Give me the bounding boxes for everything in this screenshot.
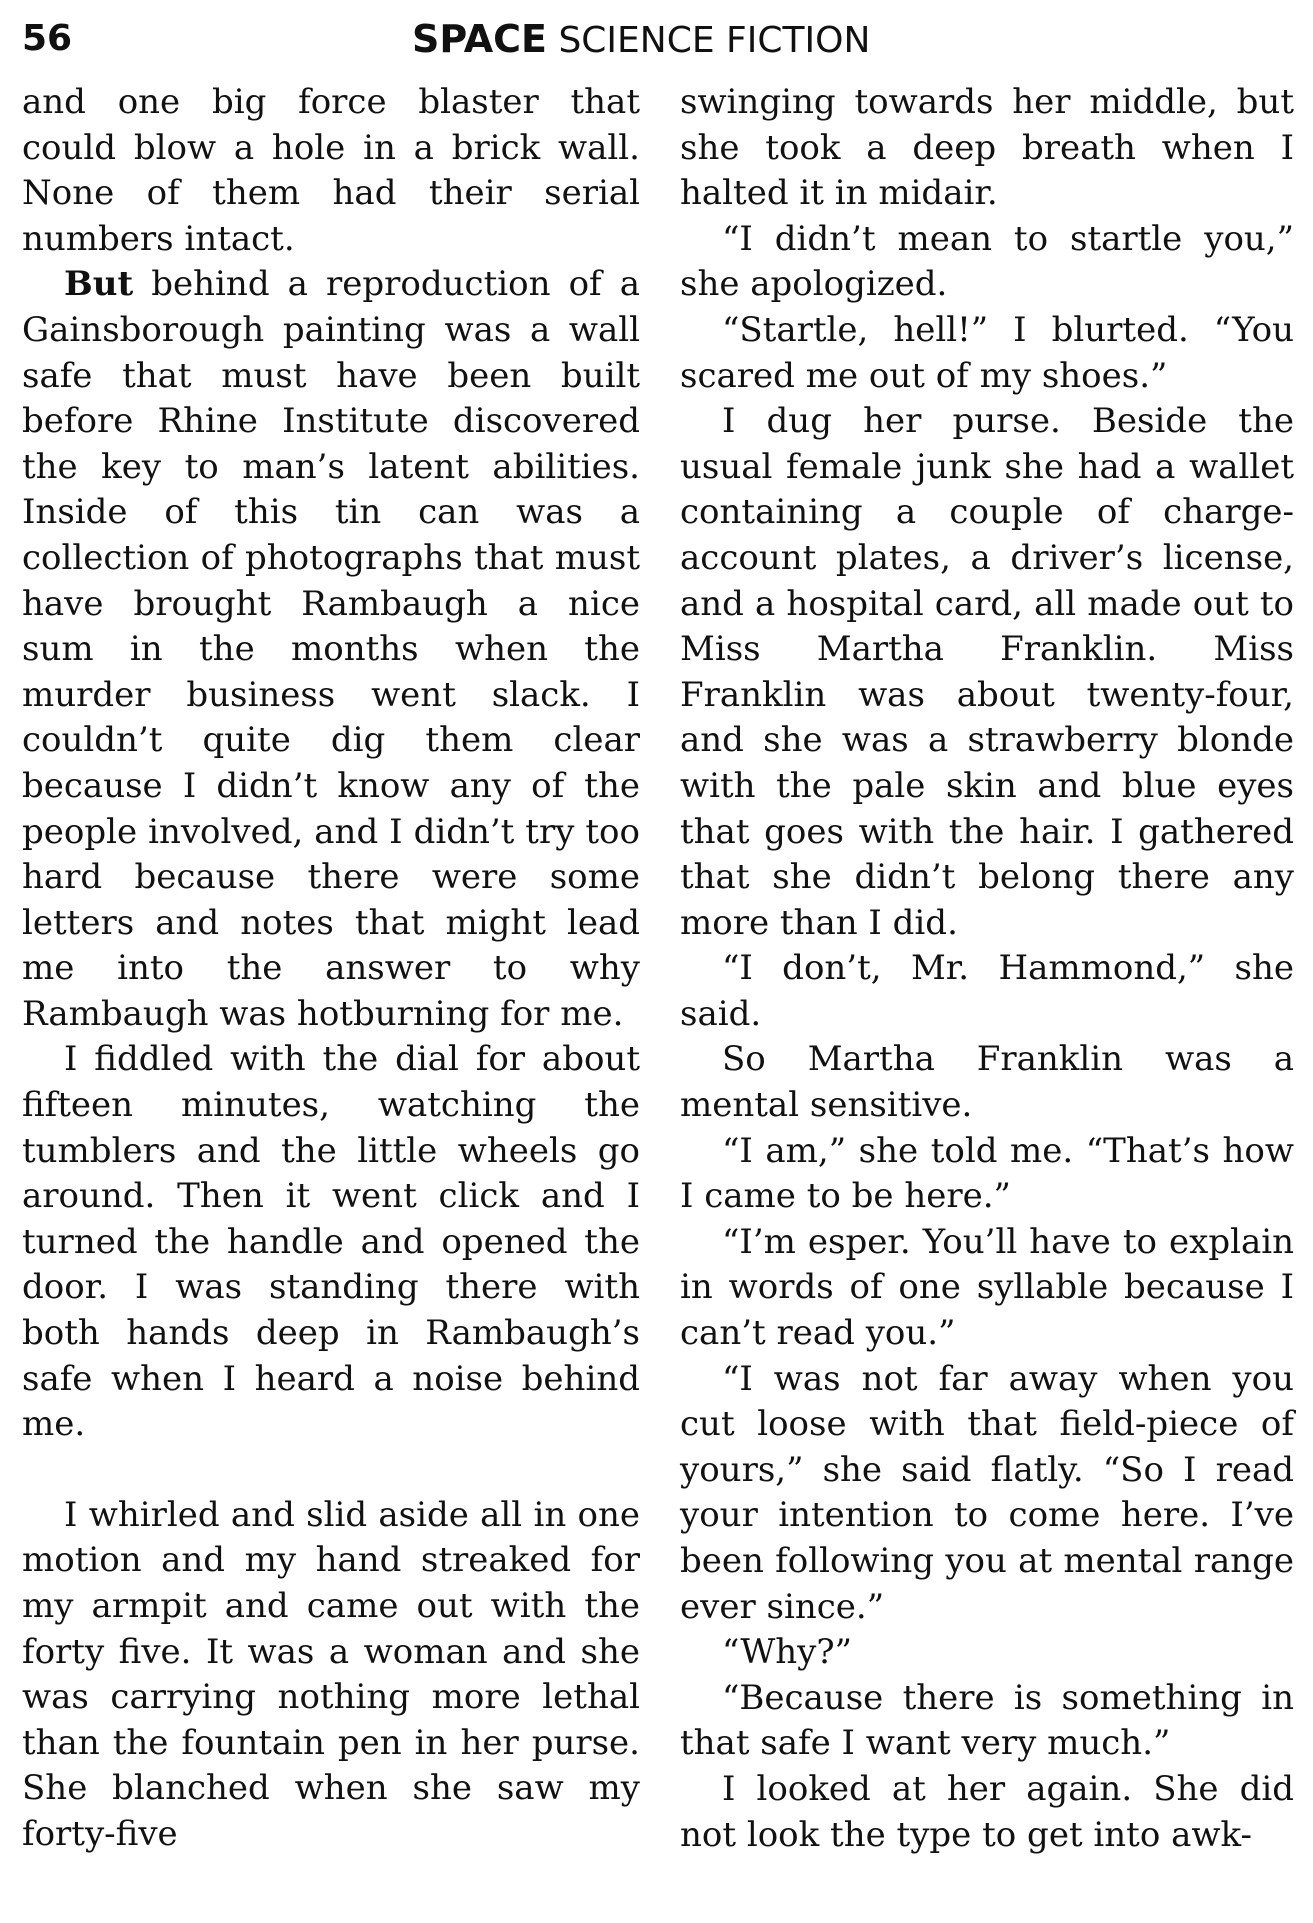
left-column xyxy=(22,80,640,1858)
paragraph xyxy=(22,262,640,1037)
paragraph: “I didn’t mean to startle you,” she apologized. xyxy=(680,218,1294,305)
paragraph: swinging towards her middle, but she took a deep breath when I halted it in midair. xyxy=(680,82,1294,214)
paragraph-lead-word: But xyxy=(64,264,134,305)
paragraph-body: behind a reproduction of a Gainsborough painting was a wall safe that must have been built before Rhine Institute discovered the key to man’s latent abilities. Inside of this tin can was a collection of photographs that must have brought Rambaugh a nice sum in the months when the murder business went slack. I couldn’t quite dig them clear because I didn’t know any of the people involved, and I didn’t try too hard because there were some letters and notes that might lead me into the answer to why Rambaugh was hotburning for me. xyxy=(22,264,640,1034)
right-column xyxy=(680,80,1294,1858)
magazine-title-strong: SPACE xyxy=(412,17,547,61)
paragraph: I dug her purse. Beside the usual female junk she had a wallet containing a couple of charge-account plates, a driver’s license, and a hospital card, all made out to Miss Martha Franklin. Miss Franklin was about twenty-four, and she was a strawberry blonde with the pale skin and blue eyes that goes with the hair. I gathered that she didn’t belong there any more than I did. xyxy=(680,401,1294,943)
paragraph: “I don’t, Mr. Hammond,” she said. xyxy=(680,948,1294,1034)
magazine-title-rest: SCIENCE FICTION xyxy=(547,20,871,61)
paragraph: “Because there is something in that safe I want very much.” xyxy=(680,1677,1294,1764)
paragraph: “Startle, hell!” I blurted. “You scared me out of my shoes.” xyxy=(680,309,1294,396)
paragraph: “Why?” xyxy=(722,1632,852,1673)
paragraph: I looked at her again. She did not look the type to get into awk- xyxy=(680,1768,1294,1855)
paragraph: I fiddled with the dial for about fifteen minutes, watching the tumblers and the little wheels go around. Then it went click and I turned the handle and opened the door. I was standing there with both hands deep in Rambaugh’s safe when I heard a noise behind me. xyxy=(22,1039,640,1445)
paragraph: I whirled and slid aside all in one motion and my hand streaked for my armpit and came out with the forty five. It was a woman and she was carrying nothing more lethal than the fountain pen in her purse. She blanched when she saw my forty-five xyxy=(22,1494,640,1854)
magazine-title xyxy=(412,14,870,66)
running-head xyxy=(22,14,1292,64)
page-number: 56 xyxy=(22,18,73,59)
paragraph: “I was not far away when you cut loose with that field-piece of yours,” she said flatly. “So I read your intention to come here. I’ve been following you at mental range ever since.” xyxy=(680,1358,1294,1627)
paragraph: and one big force blaster that could blow a hole in a brick wall. None of them had their serial numbers intact. xyxy=(22,82,640,259)
paragraph: So Martha Franklin was a mental sensitive. xyxy=(680,1039,1294,1126)
paragraph: “I am,” she told me. “That’s how I came to be here.” xyxy=(680,1130,1294,1217)
paragraph: “I’m esper. You’ll have to explain in words of one syllable because I can’t read you.” xyxy=(680,1221,1294,1354)
